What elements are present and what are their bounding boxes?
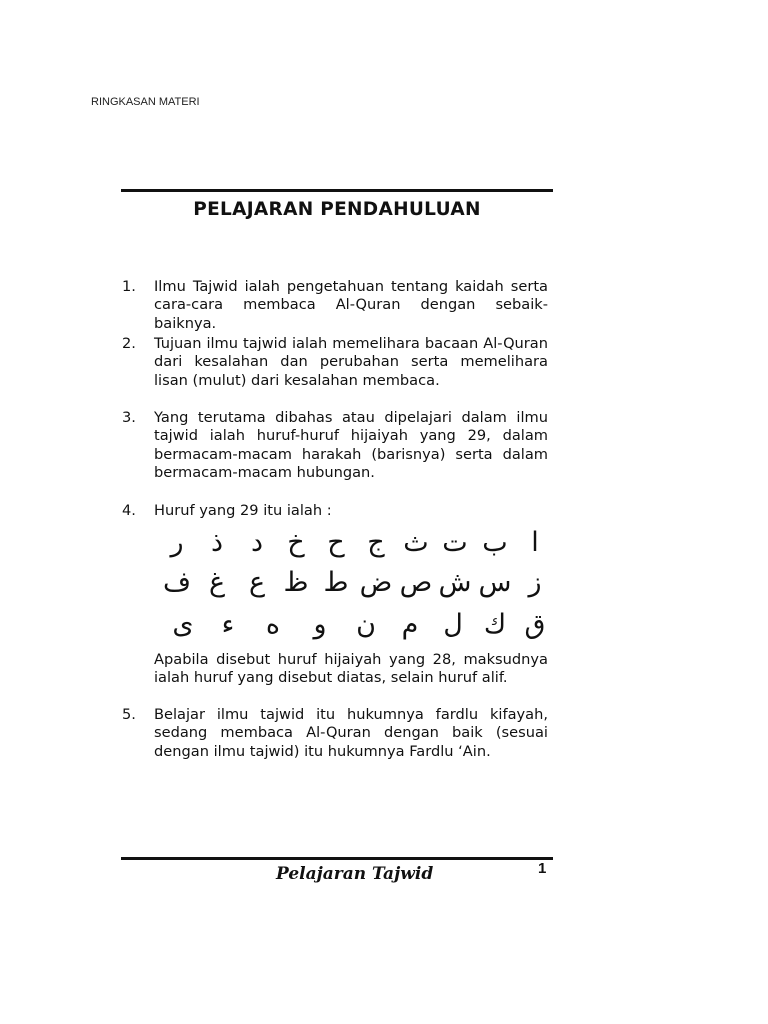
- arabic-letter: و: [313, 609, 327, 640]
- list-item: [122, 278, 548, 333]
- arabic-letter: ط: [323, 567, 349, 598]
- arabic-letter: ه: [265, 609, 281, 640]
- item-number: 3.: [122, 409, 136, 426]
- arabic-letter: غ: [208, 567, 226, 598]
- arabic-letter: ض: [359, 567, 393, 598]
- arabic-letter: ذ: [210, 527, 224, 558]
- arabic-letter: خ: [287, 527, 305, 558]
- arabic-letter: ب: [482, 527, 508, 558]
- arabic-letter: ح: [327, 527, 345, 558]
- arabic-letters-row: [160, 609, 550, 645]
- list-item: [122, 706, 548, 761]
- arabic-letter: م: [401, 609, 419, 640]
- item-text: Tujuan ilmu tajwid ialah memelihara bacaan Al-Quran dari kesalahan dan perubahan serta memelihara lisan (mulut) dari kesalahan membaca.: [154, 335, 548, 389]
- arabic-letter: ل: [443, 609, 463, 640]
- arabic-letter: ى: [172, 609, 194, 640]
- list-item: [122, 409, 548, 483]
- list-item: [122, 335, 548, 390]
- bottom-rule: [121, 857, 553, 860]
- header-label: RINGKASAN MATERI: [91, 96, 200, 108]
- arabic-letter: س: [478, 567, 512, 598]
- page-number: 1: [538, 860, 547, 877]
- arabic-letter: ف: [163, 567, 191, 598]
- arabic-letter: ش: [438, 567, 472, 598]
- arabic-letter: ث: [403, 527, 429, 558]
- item-text: Huruf yang 29 itu ialah :: [154, 502, 332, 519]
- arabic-letter: ك: [483, 609, 507, 640]
- arabic-letter: ق: [524, 609, 546, 640]
- item-text: Ilmu Tajwid ialah pengetahuan tentang kaidah serta cara-cara membaca Al-Quran dengan sebaik-baiknya.: [154, 278, 548, 332]
- item-number: 1.: [122, 278, 136, 295]
- top-rule: [121, 189, 553, 192]
- item-number: 5.: [122, 706, 136, 723]
- footer-title: Pelajaran Tajwid: [276, 864, 434, 884]
- arabic-letter: د: [250, 527, 264, 558]
- arabic-letter: ء: [221, 609, 235, 640]
- arabic-letter: ا: [531, 527, 539, 558]
- arabic-letter: ص: [399, 567, 433, 598]
- arabic-letter: ع: [248, 567, 266, 598]
- arabic-letter: ت: [442, 527, 468, 558]
- list-item: [122, 502, 548, 520]
- item-number: 4.: [122, 502, 136, 519]
- arabic-letter: ز: [528, 567, 542, 598]
- item-text: Yang terutama dibahas atau dipelajari dalam ilmu tajwid ialah huruf-huruf hijaiyah yang 29, dalam bermacam-macam harakah (barisnya) serta dalam bermacam-macam hubungan.: [154, 409, 548, 482]
- page-title: PELAJARAN PENDAHULUAN: [193, 199, 481, 220]
- item-text: Belajar ilmu tajwid itu hukumnya fardlu kifayah, sedang membaca Al-Quran dengan baik (sesuai dengan ilmu tajwid) itu hukumnya Fardlu ‘Ain.: [154, 706, 548, 760]
- arabic-letters-row: [160, 567, 550, 603]
- item-number: 2.: [122, 335, 136, 352]
- arabic-letter: ر: [170, 527, 184, 558]
- arabic-letter: ظ: [283, 567, 309, 598]
- arabic-letter: ن: [356, 609, 376, 640]
- arabic-letters-row: [160, 527, 550, 563]
- arabic-letter: ج: [367, 527, 385, 558]
- note-paragraph: Apabila disebut huruf hijaiyah yang 28, maksudnya ialah huruf yang disebut diatas, selain huruf alif.: [154, 651, 548, 687]
